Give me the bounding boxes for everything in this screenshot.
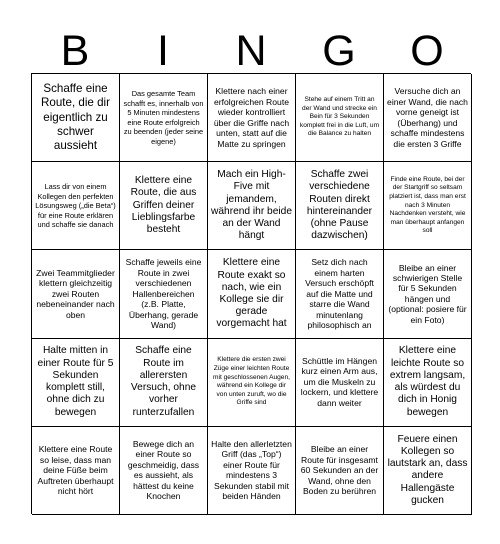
bingo-cell: Bewege dich an einer Route so geschmeidig, dass es aussieht, als hättest du keine Knochen: [120, 427, 208, 515]
bingo-cell: Feuere einen Kollegen so lautstark an, dass andere Hallengäste gucken: [384, 427, 472, 515]
bingo-grid: [31, 73, 471, 514]
header-letter-g: G: [322, 27, 356, 75]
bingo-cell: Schaffe jeweils eine Route in zwei verschiedenen Hallenbereichen (z.B. Platte, Überhang, gerade Wand): [120, 250, 208, 338]
bingo-cell: Finde eine Route, bei der der Startgriff so seltsam platziert ist, dass man erst nach 3 Minuten Nachdenken versteht, wie man überhaupt anfangen soll: [384, 162, 472, 250]
bingo-cell: Klettere eine leichte Route so extrem langsam, als würdest du dich in Honig bewegen: [384, 339, 472, 427]
bingo-cell: Bleibe an einer Route für insgesamt 60 Sekunden an der Wand, ohne den Boden zu berühren: [296, 427, 384, 515]
bingo-cell: Klettere eine Route so leise, dass man deine Füße beim Auftreten überhaupt nicht hört: [32, 427, 120, 515]
bingo-cell: Schaffe eine Route im allerersten Versuch, ohne vorher runterzufallen: [120, 339, 208, 427]
header-letter-i: I: [157, 27, 169, 75]
bingo-cell: Klettere nach einer erfolgreichen Route wieder kontrolliert über die Griffe nach unten, statt auf die Matte zu springen: [208, 74, 296, 162]
bingo-cell: Stehe auf einem Tritt an der Wand und strecke ein Bein für 3 Sekunden komplett frei in die Luft, um die Balance zu halten: [296, 74, 384, 162]
bingo-cell: Setz dich nach einem harten Versuch erschöpft auf die Matte und starre die Wand minutenlang philosophisch an: [296, 250, 384, 338]
bingo-cell: Zwei Teammitglieder klettern gleichzeitig zwei Routen nebeneinander nach oben: [32, 250, 120, 338]
bingo-cell: Mach ein High-Five mit jemandem, während ihr beide an der Wand hängt: [208, 162, 296, 250]
bingo-cell: Versuche dich an einer Wand, die nach vorne geneigt ist (Überhang) und schaffe mindestens die ersten 3 Griffe: [384, 74, 472, 162]
header-letter-n: N: [235, 27, 267, 75]
bingo-cell: Bleibe an einer schwierigen Stelle für 5 Sekunden hängen und (optional: posiere für ein Foto): [384, 250, 472, 338]
header-letter-b: B: [60, 27, 90, 75]
bingo-cell: Halte den allerletzten Griff (das „Top“) einer Route für mindestens 3 Sekunden stabil mit beiden Händen: [208, 427, 296, 515]
bingo-header: [31, 27, 471, 75]
bingo-cell: Klettere eine Route exakt so nach, wie ein Kollege sie dir gerade vorgemacht hat: [208, 250, 296, 338]
bingo-cell: Schüttle im Hängen kurz einen Arm aus, um die Muskeln zu lockern, und klettere dann weiter: [296, 339, 384, 427]
header-letter-o: O: [410, 27, 444, 75]
bingo-cell: Lass dir von einem Kollegen den perfekten Lösungsweg („die Beta“) für eine Route erklären und schaffe sie danach: [32, 162, 120, 250]
bingo-cell: Das gesamte Team schafft es, innerhalb von 5 Minuten mindestens eine Route erfolgreich zu beenden (jeder seine eigene): [120, 74, 208, 162]
bingo-cell: Schaffe eine Route, die dir eigentlich zu schwer aussieht: [32, 74, 120, 162]
bingo-cell: Halte mitten in einer Route für 5 Sekunden komplett still, ohne dich zu bewegen: [32, 339, 120, 427]
bingo-cell: Klettere die ersten zwei Züge einer leichten Route mit geschlossenen Augen, während ein Kollege dir von unten zuruft, wo die Griffe sind: [208, 339, 296, 427]
bingo-cell: Klettere eine Route, die aus Griffen deiner Lieblingsfarbe besteht: [120, 162, 208, 250]
bingo-cell: Schaffe zwei verschiedene Routen direkt hintereinander (ohne Pause dazwischen): [296, 162, 384, 250]
